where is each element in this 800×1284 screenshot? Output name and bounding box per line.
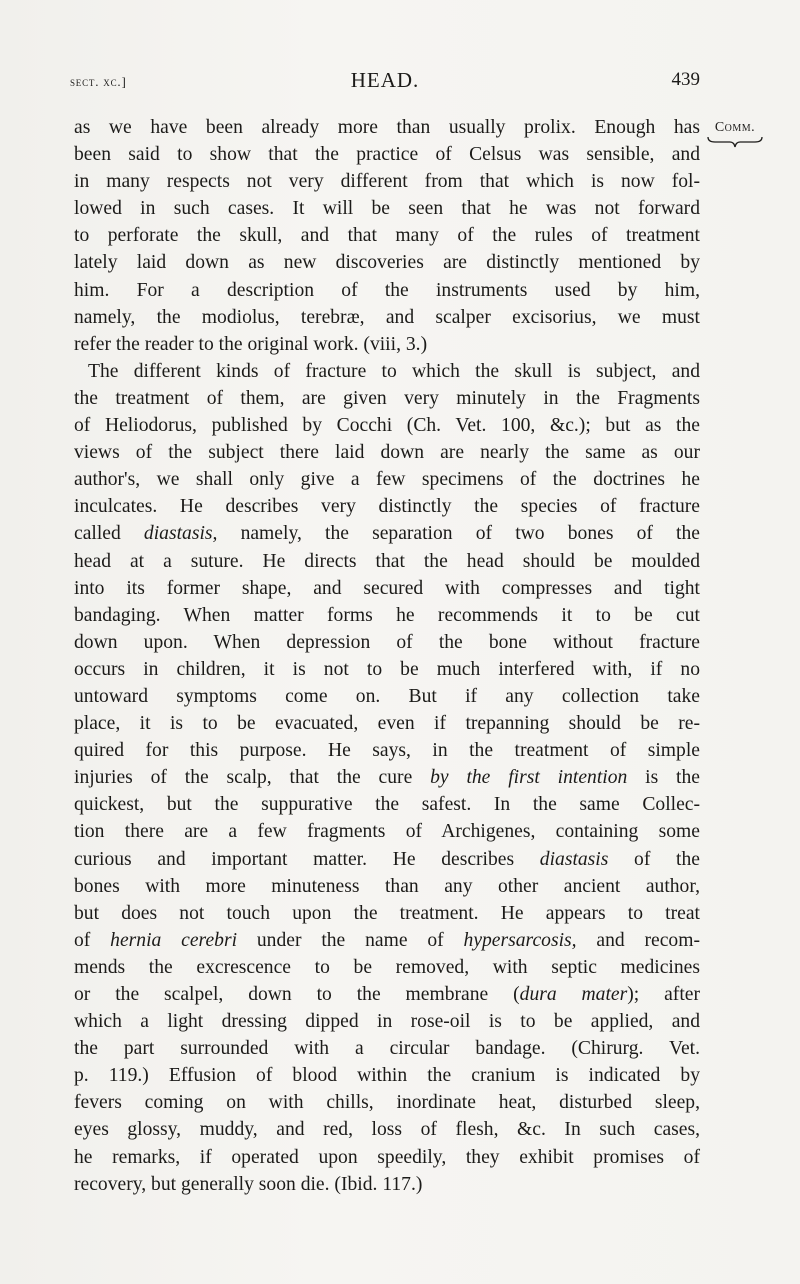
text-segment: lately laid down as new discoveries are distinctly mentioned by [74, 252, 700, 274]
text-segment: or the scalpel, down to the membrane ( [74, 984, 520, 1005]
text-segment: the treatment of them, are given very minutely in the Fragments [74, 387, 700, 409]
text-line [74, 629, 700, 656]
text-segment: place, it is to be evacuated, even if trepanning should be re- [74, 713, 700, 735]
text-line [74, 1171, 700, 1198]
italic-term: hypersarcosis, [463, 929, 577, 951]
text-segment: author's, we shall only give a few specimens of the doctrines he [74, 469, 700, 491]
text-line [74, 846, 700, 873]
text-line [74, 656, 700, 683]
text-segment: bones with more minuteness than any other ancient author, [74, 875, 700, 897]
text-segment: and recom- [576, 929, 700, 951]
text-segment: refer the reader to the original work. (viii, 3.) [74, 333, 428, 355]
section-reference: sect. xc.] [70, 74, 127, 89]
text-segment: ); after [627, 984, 700, 1005]
text-segment: been said to show that the practice of Celsus was sensible, and [74, 144, 700, 166]
text-line [74, 710, 700, 737]
text-line [74, 818, 700, 845]
text-line [74, 168, 700, 195]
text-line [74, 575, 700, 602]
text-segment: under the name of [237, 929, 464, 951]
text-line [74, 954, 700, 981]
margin-note-label: Comm. [714, 120, 756, 135]
text-line [74, 277, 700, 304]
text-line [74, 927, 700, 954]
text-segment: as we have been already more than usually prolix. Enough has [74, 117, 700, 138]
text-line [74, 602, 700, 629]
text-line [74, 385, 700, 412]
text-line [74, 439, 700, 466]
text-line [74, 141, 700, 168]
text-line [74, 683, 700, 710]
text-segment: quickest, but the suppurative the safest. In the same Collec- [74, 794, 700, 816]
margin-note [705, 120, 765, 148]
text-line [74, 493, 700, 520]
italic-term: hernia cerebri [110, 929, 238, 951]
text-segment: of [74, 929, 111, 951]
page-title: HEAD. [350, 68, 420, 92]
body-text [74, 114, 700, 1198]
text-segment: inculcates. He describes very distinctly the species of fracture [74, 496, 700, 518]
text-line [74, 520, 700, 547]
page-number: 439 [671, 69, 700, 90]
text-line [74, 1144, 700, 1171]
text-line [74, 1008, 700, 1035]
italic-term: by the first intention [430, 767, 628, 789]
text-line [74, 737, 700, 764]
text-segment: head at a suture. He directs that the head should be moulded [74, 550, 700, 572]
text-segment: mends the excrescence to be removed, with septic medicines [74, 956, 700, 978]
text-line [74, 1035, 700, 1062]
text-segment: The different kinds of fracture to which the skull is subject, and [88, 360, 700, 382]
text-segment: views of the subject there laid down are nearly the same as our [74, 442, 700, 464]
text-segment: quired for this purpose. He says, in the treatment of simple [74, 740, 700, 762]
text-line [74, 195, 700, 222]
text-segment: is the [627, 767, 700, 789]
text-line [74, 548, 700, 575]
text-line [74, 791, 700, 818]
curly-brace-icon [707, 136, 763, 148]
text-line [74, 249, 700, 276]
text-segment: tion there are a few fragments of Archigenes, containing some [74, 821, 700, 843]
text-line [74, 304, 700, 331]
text-segment: he remarks, if operated upon speedily, they exhibit promises of [74, 1146, 700, 1168]
text-segment: occurs in children, it is not to be much interfered with, if no [74, 658, 700, 680]
text-segment: recovery, but generally soon die. (Ibid. 117.) [74, 1173, 423, 1195]
italic-term: diastasis, [143, 523, 218, 545]
text-segment: to perforate the skull, and that many of the rules of treatment [74, 225, 700, 247]
text-segment: the part surrounded with a circular bandage. (Chirurg. Vet. [74, 1038, 700, 1060]
italic-term: diastasis [539, 848, 609, 870]
text-line [74, 222, 700, 249]
text-segment: namely, the modiolus, terebræ, and scalper excisorius, we must [74, 306, 700, 328]
text-segment: injuries of the scalp, that the cure [74, 767, 431, 789]
text-segment: called [74, 523, 144, 545]
text-segment: of Heliodorus, published by Cocchi (Ch. Vet. 100, &c.); but as the [74, 415, 700, 437]
text-line [74, 358, 700, 385]
text-line [74, 1089, 700, 1116]
italic-term: dura mater [519, 984, 628, 1005]
text-line [74, 331, 700, 358]
text-line [74, 1062, 700, 1089]
text-segment: eyes glossy, muddy, and red, loss of flesh, &c. In such cases, [74, 1119, 700, 1141]
text-segment: fevers coming on with chills, inordinate heat, disturbed sleep, [74, 1092, 700, 1114]
text-segment: in many respects not very different from that which is now fol- [74, 171, 700, 193]
text-segment: down upon. When depression of the bone without fracture [74, 631, 700, 653]
text-segment: but does not touch upon the treatment. He appears to treat [74, 902, 700, 924]
text-line [74, 412, 700, 439]
text-segment: namely, the separation of two bones of the [217, 523, 700, 545]
text-segment: which a light dressing dipped in rose-oil is to be applied, and [74, 1011, 700, 1033]
text-segment: bandaging. When matter forms he recommends it to be cut [74, 604, 700, 626]
running-head [70, 68, 700, 94]
text-line [74, 764, 700, 791]
text-segment: of the [608, 848, 700, 870]
text-line [74, 1116, 700, 1143]
text-segment: curious and important matter. He describes [74, 848, 540, 870]
text-line [74, 900, 700, 927]
text-segment: into its former shape, and secured with compresses and tight [74, 577, 700, 599]
text-segment: him. For a description of the instruments used by him, [74, 279, 700, 301]
text-segment: untoward symptoms come on. But if any collection take [74, 685, 700, 707]
text-line [74, 981, 700, 1008]
text-segment: lowed in such cases. It will be seen that he was not forward [74, 198, 700, 220]
text-segment: p. 119.) Effusion of blood within the cranium is indicated by [74, 1065, 700, 1087]
text-line [74, 873, 700, 900]
text-line [74, 466, 700, 493]
text-line [74, 114, 700, 141]
